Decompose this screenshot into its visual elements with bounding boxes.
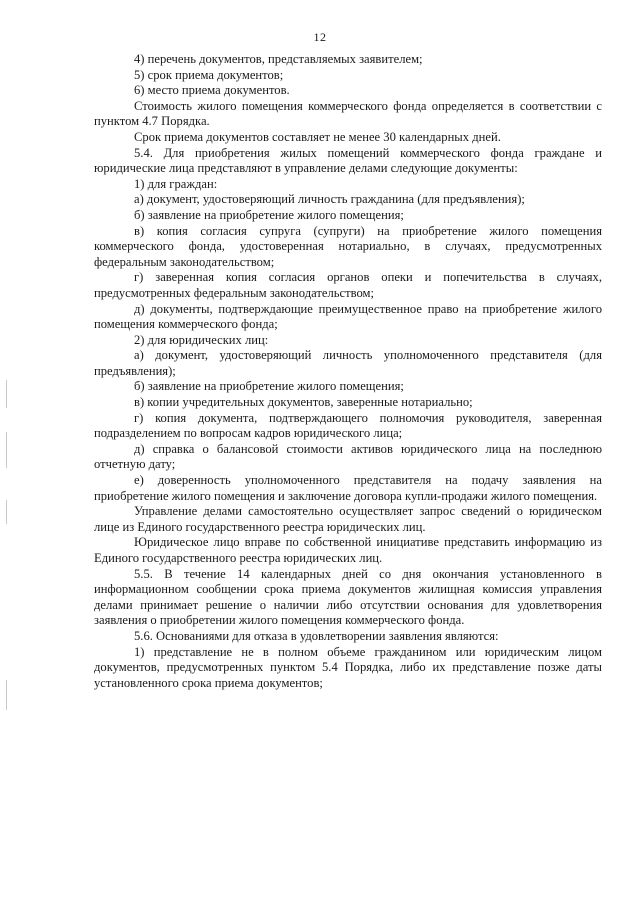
- paragraph-own-initiative: Юридическое лицо вправе по собственной инициативе представить информацию из Единого государственного реестра юридических лиц.: [94, 535, 602, 565]
- paragraph-registry-request: Управление делами самостоятельно осуществляет запрос сведений о юридическом лице из Единого государственного реестра юридических лиц.: [94, 504, 602, 534]
- paragraph-term: Срок приема документов составляет не менее 30 календарных дней.: [134, 129, 501, 144]
- list-heading-legal-entities: 2) для юридических лиц:: [134, 332, 269, 347]
- paragraph-cost: Стоимость жилого помещения коммерческого фонда определяется в соответствии с пунктом 4.7 Порядка.: [94, 98, 602, 129]
- section-5-4: 5.4. Для приобретения жилых помещений коммерческого фонда граждане и юридические лица представляют в управление делами следующие документы:: [94, 145, 602, 176]
- list-heading-citizens: 1) для граждан:: [134, 176, 218, 191]
- document-body: [94, 52, 602, 691]
- scan-mark: [6, 380, 7, 408]
- scan-mark: [6, 500, 7, 524]
- section-5-5: 5.5. В течение 14 календарных дней со дня окончания установленного в информационном сообщении срока приема документов жилищная комиссия управления делами принимает решение о наличии либо отсутствии основания для удовлетворения заявления о приобретении жилого помещения коммерческого фонда.: [94, 566, 602, 628]
- page-number: 12: [313, 30, 327, 44]
- refusal-item-1: 1) представление не в полном объеме гражданином или юридическим лицом документов, предусмотренных пунктом 5.4 Порядка, либо их представление позже даты установленного срока приема документов;: [94, 644, 602, 690]
- citizens-item-v: в) копия согласия супруга (супруги) на приобретение жилого помещения коммерческого фонда, удостоверенная нотариально, в случаях, предусмотренных федеральным законодательством;: [94, 223, 602, 269]
- legal-item-e: е) доверенность уполномоченного представителя на подачу заявления на приобретение жилого помещения и заключение договора купли-продажи жилого помещения.: [94, 473, 602, 503]
- legal-item-a: а) документ, удостоверяющий личность уполномоченного представителя (для предъявления);: [94, 348, 602, 378]
- citizens-item-b: б) заявление на приобретение жилого помещения;: [134, 207, 404, 222]
- list-item-5: 5) срок приема документов;: [134, 67, 284, 82]
- list-item-6: 6) место приема документов.: [134, 83, 290, 98]
- scan-mark: [6, 680, 7, 710]
- section-5-6: 5.6. Основаниями для отказа в удовлетворении заявления являются:: [134, 628, 499, 643]
- legal-item-d: д) справка о балансовой стоимости активов юридического лица на последнюю отчетную дату;: [94, 441, 602, 472]
- list-item-4: 4) перечень документов, представляемых заявителем;: [134, 52, 423, 66]
- citizens-item-d: д) документы, подтверждающие преимущественное право на приобретение жилого помещения коммерческого фонда;: [94, 301, 602, 332]
- legal-item-g: г) копия документа, подтверждающего полномочия руководителя, заверенная подразделением по вопросам кадров юридического лица;: [94, 410, 602, 441]
- scan-margin-marks: [6, 380, 10, 740]
- legal-item-v: в) копии учредительных документов, заверенные нотариально;: [134, 395, 473, 410]
- scan-mark: [6, 432, 7, 468]
- citizens-item-g: г) заверенная копия согласия органов опеки и попечительства в случаях, предусмотренных федеральным законодательством;: [94, 270, 602, 300]
- legal-item-b: б) заявление на приобретение жилого помещения;: [134, 379, 404, 394]
- citizens-item-a: а) документ, удостоверяющий личность гражданина (для предъявления);: [134, 192, 525, 207]
